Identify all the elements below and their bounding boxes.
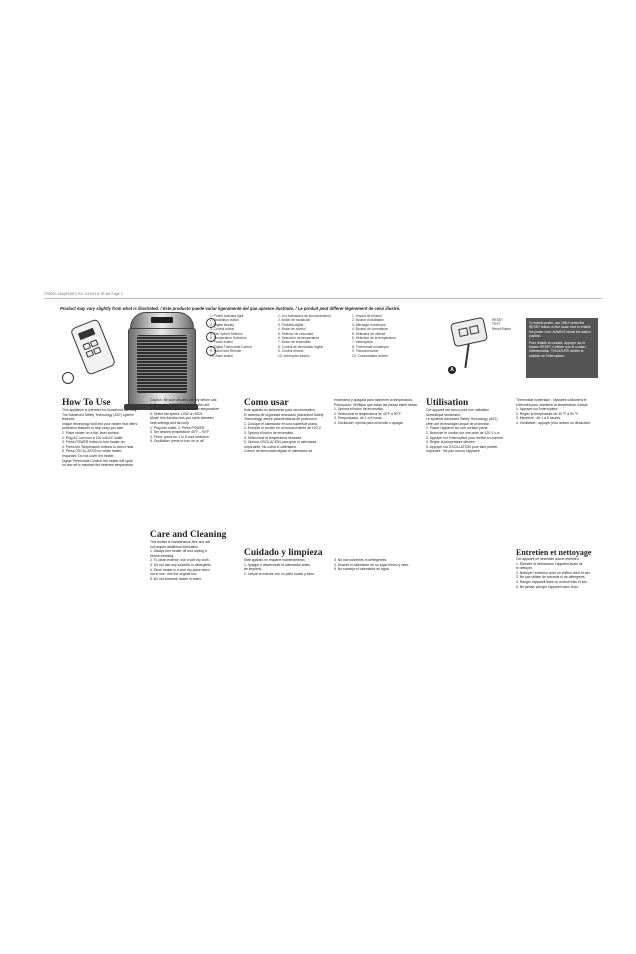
- body-line: The Advanced Safety Technology (AST) system features:: [62, 412, 134, 422]
- body-line: on and off to maintain the selected temperature.: [62, 463, 134, 468]
- body-line: 3. Ne pas utiliser de solvants ni de détergents.: [516, 575, 586, 580]
- section-body: [516, 398, 600, 426]
- body-line: 3. Temporizador: de 1 a 8 horas.: [334, 416, 383, 421]
- body-line: 4. Store heater in a cool dry place when: [150, 567, 210, 572]
- parts-list-en: [210, 314, 276, 358]
- part-item: 6. Temperature Selection: [210, 336, 247, 341]
- section-body: [244, 558, 416, 576]
- heater-body: [128, 328, 196, 406]
- callout-text-en: To extend power, use ONLY press the RESET button on the loose cord to enable the power cord. ALWAYS check the switch position.: [529, 321, 591, 339]
- section-body: [244, 408, 328, 454]
- part-item: 5. Sélecteur de vitesse: [352, 331, 386, 336]
- section-title: Cuidado y limpieza: [244, 548, 323, 558]
- body-line: 3. Appuyer sur l'interrupteur pour mettre en marche.: [426, 435, 504, 440]
- test-button: [469, 325, 479, 335]
- plug-body: [450, 317, 488, 348]
- part-item: 7. Power button: [210, 340, 234, 345]
- remote-body: [70, 318, 117, 376]
- body-line: 4. Guarde el calentador en un lugar fresco y seco.: [334, 562, 410, 567]
- remote-button: [93, 347, 102, 355]
- part-item: 9. Télécommande: [352, 349, 379, 354]
- body-line: 5. Oprima OSCILACIÓN para girar el calentador.: [244, 440, 318, 445]
- body-line: 2. Limpie el exterior con un paño suave y seco.: [244, 571, 315, 576]
- body-line: Precaución: Verifique que todas las piezas estén secas.: [334, 402, 418, 407]
- body-line: Thermostat numérique : l'appareil s'allumera et: [516, 398, 587, 402]
- how-to-use-section: [62, 398, 144, 638]
- section-title: How To Use: [62, 398, 111, 408]
- illustration-caption: Product may vary slightly from what is illustrated. / Este producto puede variar ligeramente del que aparece ilustrado. / Le produit peut différer légèrement de celui illustré.: [60, 306, 401, 311]
- section-title: Care and Cleaning: [150, 530, 227, 540]
- body-line: Mode: this function lets you cycle between: [150, 416, 214, 421]
- section-title: Como usar: [244, 398, 289, 408]
- callout-number-9: [62, 372, 74, 384]
- body-line: 2. Brancher le cordon sur une prise de 120 V c.a.: [426, 430, 500, 435]
- body-line: s'éteindra pour maintenir la température choisie.: [516, 402, 589, 407]
- part-item: 5. Selector de velocidad: [278, 331, 314, 336]
- part-item: 3. Affichage numérique: [352, 322, 386, 327]
- part-item: 8. Control de termostato digital: [278, 344, 323, 349]
- body-line: This appliance is intended for household use only.: [62, 408, 137, 412]
- body-line: encenderá y apagará para mantener la temperatura.: [334, 398, 413, 402]
- part-item: 2. Botón de oscilación: [278, 318, 311, 323]
- body-line: before cleaning.: [150, 553, 175, 558]
- body-line: Control de termostato digital: el calentador se: [244, 449, 313, 454]
- body-line: Digital Thermostat Control: the heater will cycle: [62, 458, 133, 463]
- body-line: 4. Press the Temperature buttons to select heat.: [62, 444, 135, 449]
- body-line: 5. Oscillation: press to turn on or off.: [150, 439, 205, 444]
- body-line: 5. Press OSCILLATION to rotate heater.: [62, 449, 123, 454]
- body-line: 5. No sumerja el calentador en agua.: [334, 567, 390, 572]
- parts-list-fr: [352, 314, 424, 358]
- section-title: Utilisation: [426, 398, 469, 408]
- body-line: 3. Minuterie : de 1 à 8 heures.: [516, 416, 562, 421]
- section-body: [426, 408, 510, 454]
- remote-display: [78, 328, 95, 340]
- part-item: 4. Bouton de commande: [352, 327, 388, 332]
- part-item: 1. Voyant de tension: [352, 314, 382, 318]
- body-line: 3. Oprima el botón de encendido.: [244, 430, 295, 435]
- utilisation-continued: [516, 398, 600, 546]
- body-line: 1. Press the POWER button on the unit.: [150, 402, 210, 407]
- body-line: 2. Plug AC cord into a 120 volt AC outlet.: [62, 435, 124, 440]
- part-item: 1. Luz indicadora de funcionamiento: [278, 314, 331, 318]
- heater-digital-display: [151, 317, 173, 323]
- callout-box: [526, 318, 598, 378]
- body-line: El sistema de seguridad avanzado (Advanced Safety: [244, 412, 324, 417]
- body-line: 4. Régler la température désirée.: [426, 440, 476, 445]
- plug-label: RESET: [492, 318, 503, 322]
- body-line: offre une technologie unique de protection.: [426, 421, 491, 426]
- body-line: 3. Press POWER button to turn heater on.: [62, 440, 126, 445]
- como-usar-continued: [334, 398, 418, 538]
- part-item: 8. Thermostat numérique: [352, 344, 389, 349]
- body-line: not require additional lubrication.: [150, 544, 200, 549]
- part-item: 3. Pantalla digital: [278, 322, 304, 327]
- part-item: 9. Hand-held Remote: [210, 349, 242, 354]
- body-line: de limpiarlo.: [244, 567, 263, 572]
- body-line: 2. Nettoyer l'extérieur avec un chiffon doux et sec.: [516, 570, 592, 575]
- section-body: [150, 398, 236, 444]
- part-item: 8. Digital Thermostat Control: [210, 344, 252, 349]
- body-line: Cet appareil est conçu pour une utilisation: [426, 408, 490, 412]
- body-line: 1. Plug into outlet. 2. Press POWER.: [150, 425, 206, 430]
- body-line: 2. Seleccione la temperatura de 40°F a 90°F.: [334, 411, 402, 416]
- body-line: 4. Timer: press for 1 to 8 hour selection.: [150, 434, 210, 439]
- part-item: 1. Power indicator light: [210, 314, 244, 318]
- plug-label: Reset Button: [492, 326, 512, 331]
- parts-list-es: [278, 314, 350, 358]
- part-item: 4. Botón de control: [278, 327, 306, 332]
- cuidado-section: [244, 548, 416, 648]
- section-body: [150, 540, 236, 581]
- power-cord: [464, 344, 469, 368]
- part-item: 10. Interruptor trasero: [278, 353, 310, 358]
- part-item: 10. Commutateur arrière: [352, 353, 388, 358]
- section-title: Entretien et nettoyage: [516, 548, 592, 557]
- body-line: 5. Appuyer sur OSCILLATION pour faire pivoter.: [426, 444, 499, 449]
- care-section: [150, 530, 236, 650]
- part-item: 4. Control button: [210, 327, 235, 332]
- body-line: unique technology built into your heater that offers: [62, 421, 138, 426]
- body-line: Important: Do not cover the heater.: [62, 453, 115, 458]
- section-body: [334, 398, 418, 426]
- body-line: Este aparato es solamente para uso doméstico.: [244, 408, 316, 412]
- reset-button: [458, 327, 468, 337]
- body-line: 3. No use solventes ni detergentes.: [334, 558, 388, 562]
- body-line: 4. Ranger l'appareil dans un endroit frais et sec.: [516, 579, 588, 584]
- body-line: 4. Oscilación: oprima para encender o apagar.: [334, 420, 404, 425]
- body-line: Este aparato no requiere mantenimiento.: [244, 558, 306, 562]
- section-body: [62, 408, 144, 468]
- remote-control-illustration: [60, 320, 122, 386]
- body-line: 2. Press TEMP up or down to set temperature.: [150, 407, 220, 412]
- body-line: not in use. Use the original box.: [150, 572, 198, 577]
- body-line: Important : Ne pas couvrir l'appareil.: [426, 449, 481, 454]
- part-item: 2. Oscillation button: [210, 318, 239, 323]
- body-line: 1. Oprima el botón de encendido.: [334, 407, 385, 412]
- body-line: 1. Apague y desenchufe el calentador antes: [244, 562, 310, 567]
- body-line: 3. Select fan speed: LOW or HIGH.: [150, 411, 203, 416]
- body-line: 2. Enchufe el cordón en un tomacorriente de 120 V.: [244, 426, 322, 431]
- part-item: 2. Bouton d'oscillation: [352, 318, 384, 323]
- body-line: protection features to help keep you safe.: [62, 426, 125, 431]
- body-line: Caution: Be sure all parts are dry before use.: [150, 398, 218, 402]
- part-item: 7. Botón de encendido: [278, 340, 311, 345]
- heater-grille: [137, 335, 187, 393]
- print-header: TH8000-26A(6045D)-RX 1/31/04 8:19 AM Page 2: [44, 292, 123, 296]
- body-line: 1. Place heater on a flat, level surface.: [62, 430, 120, 435]
- plug-label: TEST: [492, 322, 501, 327]
- part-item: 7. Interrupteur: [352, 340, 373, 345]
- body-line: 1. Appuyer sur l'interrupteur.: [516, 407, 559, 412]
- part-item: 3. Digital display: [210, 322, 235, 327]
- body-line: 2. Régler la température de 40 °F à 90 °F.: [516, 411, 579, 416]
- entretien-section: [516, 548, 600, 658]
- callout-text-fr: Pour rétablir le courant, appuyer sur le bouton RESET, n'utiliser que le cordon d'alimentation. TOUJOURS vérifier la position de l'interrupteur.: [529, 340, 586, 358]
- body-line: 1. Éteindre et débrancher l'appareil avant de: [516, 561, 583, 566]
- body-line: 1. Placer l'appareil sur une surface plane.: [426, 426, 489, 431]
- body-line: 1. Always turn heater off and unplug it: [150, 549, 207, 554]
- part-item: 9. Control remoto: [278, 349, 304, 354]
- figure-letter-badge: A: [448, 366, 456, 374]
- heater-illustration: [120, 312, 202, 412]
- part-item: 6. Sélection de la température: [352, 336, 396, 341]
- plug-labels: [492, 318, 522, 331]
- part-item: 5. Fan Speed Selector: [210, 331, 243, 336]
- body-line: 2. To clean exterior, use a soft dry cloth.: [150, 558, 210, 563]
- part-item: 6. Selección de temperatura: [278, 336, 320, 341]
- body-line: 4. Oscillation : appuyer pour activer ou désactiver.: [516, 420, 592, 425]
- body-line: 4. Seleccione la temperatura deseada.: [244, 435, 303, 440]
- body-line: domestique seulement.: [426, 412, 462, 417]
- how-to-use-continued: [150, 398, 236, 548]
- body-line: Technology) ofrece características de protección.: [244, 417, 318, 422]
- section-body: [516, 557, 600, 589]
- body-line: 5. Ne jamais plonger l'appareil dans l'eau.: [516, 584, 579, 589]
- part-item: 10. Back switch: [210, 353, 233, 358]
- utilisation-section: [426, 398, 510, 638]
- body-line: Cet appareil ne nécessite aucun entretien.: [516, 557, 580, 561]
- body-line: Le système Advanced Safety Technology (AST): [426, 417, 498, 422]
- body-line: This heater is maintenance-free and will: [150, 540, 210, 544]
- body-line: le nettoyer.: [516, 566, 533, 571]
- header-rule: [44, 298, 602, 299]
- body-line: Importante: No cubra el calentador.: [244, 444, 297, 449]
- body-line: 3. Set desired temperature 40°F – 90°F.: [150, 430, 210, 435]
- body-line: heat settings and fan only.: [150, 420, 190, 425]
- body-line: 1. Coloque el calentador en una superficie plana.: [244, 421, 318, 426]
- body-line: 5. Do not immerse heater in water.: [150, 576, 202, 581]
- body-line: 3. Do not use any solvents or detergents.: [150, 562, 212, 567]
